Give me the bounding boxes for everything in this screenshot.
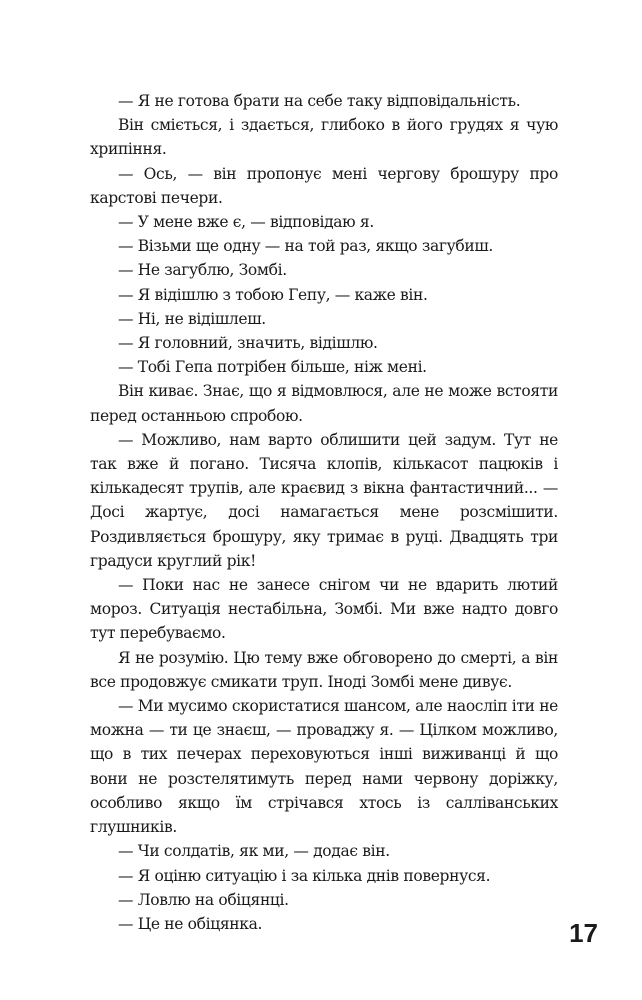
paragraph: Він киває. Знає, що я відмовлюся, але не може встояти перед останньою спробою. <box>90 382 558 425</box>
paragraph: — Я оціню ситуацію і за кілька днів повернуся. <box>118 866 491 885</box>
paragraph: — Ловлю на обіцянці. <box>118 890 289 909</box>
paragraph: Він сміється, і здається, глибоко в його грудях я чую хрипіння. <box>90 116 558 159</box>
paragraph: — Чи солдатів, як ми, — додає він. <box>118 842 390 861</box>
page-number: 17 <box>569 918 598 948</box>
paragraph: — У мене вже є, — відповідаю я. <box>118 213 374 232</box>
paragraph: — Поки нас не занесе снігом чи не вдарить лютий мороз. Ситуація нестабільна, Зомбі. Ми вже надто довго тут перебуваємо. <box>90 576 558 643</box>
paragraph: — Це не обіцянка. <box>118 914 263 933</box>
paragraph: — Ось, — він пропонує мені чергову брошуру про карстові печери. <box>90 164 558 207</box>
paragraph: — Ми мусимо скористатися шансом, але наосліп іти не можна — ти це знаєш, — проваджу я. — Цілком можливо, що в тих печерах переховуються інші виживанці й що вони не розстелятимуть перед нами червону доріжку, особливо якщо їм стрічався хтось із салліванських глушників. <box>90 697 558 837</box>
paragraph: — Тобі Гепа потрібен більше, ніж мені. <box>118 358 427 377</box>
paragraph: — Я головний, значить, відішлю. <box>118 334 378 353</box>
paragraph: — Ні, не відішлеш. <box>118 309 266 328</box>
paragraph: — Візьми ще одну — на той раз, якщо загубиш. <box>118 237 493 256</box>
paragraph: Я не розумію. Цю тему вже обговорено до смерті, а він все продовжує смикати труп. Іноді Зомбі мене дивує. <box>90 648 558 691</box>
body-text <box>90 89 558 936</box>
paragraph: — Я не готова брати на себе таку відповідальність. <box>118 92 521 110</box>
paragraph: — Можливо, нам варто облишити цей задум. Тут не так вже й погано. Тисяча клопів, кількасот пацюків і кількадесят трупів, але краєвид з вікна фантастичний... — Досі жартує, досі намагається мене розсмішити. Роздивляється брошуру, яку тримає в руці. Двадцять три градуси круглий рік! <box>90 430 558 570</box>
paragraph: — Я відішлю з тобою Гепу, — каже він. <box>118 285 428 304</box>
paragraph: — Не загублю, Зомбі. <box>118 261 287 280</box>
